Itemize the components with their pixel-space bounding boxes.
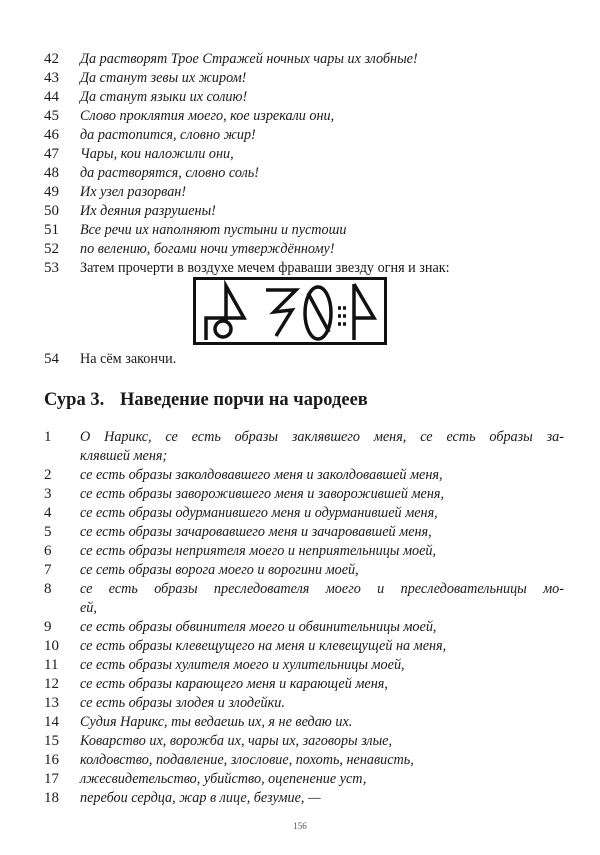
line-number: 11 [44,657,59,673]
line-number: 6 [44,543,52,559]
line-number: 16 [44,752,59,768]
line-text: се есть образы зачаровавшего меня и зачаровавшей меня, [80,524,432,540]
line-text: се есть образы неприятеля моего и неприятельницы моей, [80,543,437,559]
line-text: да растворятся, словно соль! [80,165,259,181]
line-number: 50 [44,203,59,219]
line-text: се есть образы клевещущего на меня и клевещущей на меня, [80,638,447,654]
line-number: 54 [44,351,59,367]
verse-continuation: клявшей меня; [80,448,168,464]
line-number: 15 [44,733,59,749]
line-number: 52 [44,241,59,257]
sura-title: Наведение порчи на чародеев [120,390,368,410]
line-text: Затем прочерти в воздухе мечем фраваши звезду огня и знак: [80,260,450,276]
line-text: се есть образы заворожившего меня и заворожившей меня, [80,486,445,502]
line-text: Их деяния разрушены! [80,203,216,219]
line-text: да растопится, словно жир! [80,127,256,143]
line-text: О Нарикс, се есть образы заклявшего меня, се есть образы за- [80,429,564,445]
line-number: 13 [44,695,59,711]
line-text: Судия Нарикс, ты ведаешь их, я не ведаю их. [80,714,353,730]
sigil-figure [193,277,387,345]
line-number: 8 [44,581,52,597]
line-number: 18 [44,790,59,806]
verse-continuation: ей, [80,600,97,616]
line-text: се сеть образы ворога моего и ворогини моей, [80,562,359,578]
line-number: 45 [44,108,59,124]
line-number: 12 [44,676,59,692]
line-text: се есть образы заколдовавшего меня и заколдовавшей меня, [80,467,443,483]
line-text: се есть образы злодея и злодейки. [80,695,285,711]
line-text: колдовство, подавление, злословие, похоть, ненависть, [80,752,414,768]
line-number: 43 [44,70,59,86]
sigil-glyphs-icon [196,280,384,342]
line-text: Слово проклятия моего, кое изрекали они, [80,108,335,124]
line-text: На сём закончи. [80,351,177,367]
line-text: по велению, богами ночи утверждённому! [80,241,335,257]
line-number: 53 [44,260,59,276]
line-number: 44 [44,89,59,105]
line-number: 9 [44,619,52,635]
line-text: Да растворят Трое Стражей ночных чары их злобные! [80,51,418,67]
line-number: 4 [44,505,52,521]
line-number: 5 [44,524,52,540]
line-text: се есть образы обвинителя моего и обвинительницы моей, [80,619,437,635]
line-number: 3 [44,486,52,502]
line-text: Их узел разорван! [80,184,187,200]
line-number: 46 [44,127,59,143]
line-number: 10 [44,638,59,654]
line-text: се есть образы хулителя моего и хулительницы моей, [80,657,405,673]
line-text: се есть образы одурманившего меня и одурманившей меня, [80,505,438,521]
line-number: 51 [44,222,59,238]
line-text: Все речи их наполняют пустыни и пустоши [80,222,347,238]
line-text: Да станут языки их солию! [80,89,248,105]
line-number: 2 [44,467,52,483]
page-number: 156 [293,821,307,831]
section-heading [44,388,368,412]
line-number: 7 [44,562,52,578]
line-text: се есть образы преследователя моего и преследовательницы мо- [80,581,564,597]
line-number: 47 [44,146,59,162]
line-text: перебои сердца, жар в лице, безумие, — [80,790,321,806]
line-number: 49 [44,184,59,200]
line-text: лжесвидетельство, убийство, оцепенение уст, [80,771,367,787]
line-text: Коварство их, ворожба их, чары их, заговоры злые, [80,733,393,749]
line-text: Чары, кои наложили они, [80,146,234,162]
line-number: 48 [44,165,59,181]
line-number: 14 [44,714,59,730]
line-text: се есть образы карающего меня и карающей меня, [80,676,388,692]
line-number: 17 [44,771,59,787]
line-number: 1 [44,429,52,445]
line-number: 42 [44,51,59,67]
line-text: Да станут зевы их жиром! [80,70,247,86]
sura-number: Сура 3. [44,390,105,410]
